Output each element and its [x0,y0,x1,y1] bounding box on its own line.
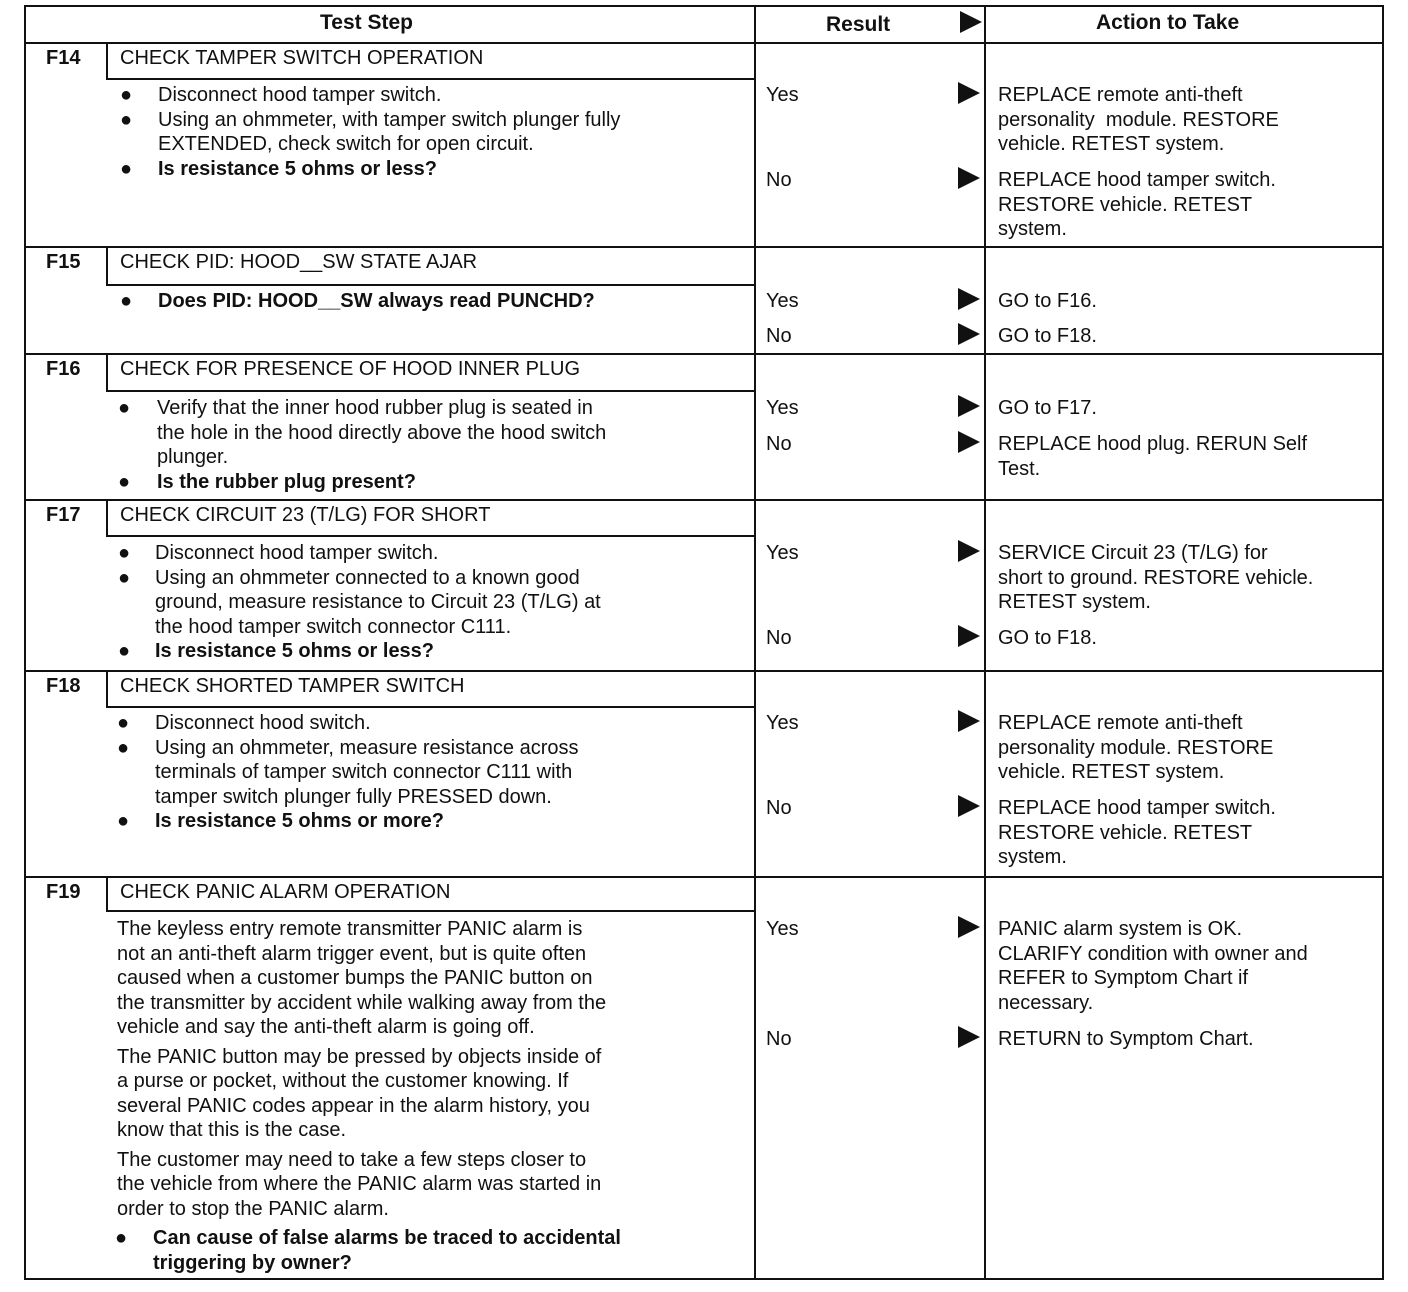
step-id: F17 [46,504,81,526]
bullet-text: Does PID: HOOD__SW always read PUNCHD? [158,290,595,312]
bullet-icon: ● [118,397,131,419]
bullet-icon: ● [118,470,131,493]
paragraph-text: The keyless entry remote transmitter PANIC alarm is not an anti-theft alarm trigger event, but is quite often caused when a customer bumps the PANIC button on the transmitter by accident while walking away from the vehicle and say the anti-theft alarm is going off. [117,918,607,1038]
step-id: F19 [46,881,81,903]
action-text: RETURN to Symptom Chart. [998,1028,1254,1050]
result-yes: Yes [766,542,799,564]
result-no: No [766,1028,792,1050]
action-text: SERVICE Circuit 23 (T/LG) for short to ground. RESTORE vehicle. RETEST system. [998,542,1314,613]
step-title: CHECK SHORTED TAMPER SWITCH [120,675,465,697]
bullet-icon: ● [117,810,130,832]
step-title: CHECK PANIC ALARM OPERATION [120,881,451,903]
arrow-right-icon [958,323,980,345]
action-text: PANIC alarm system is OK. CLARIFY condition with owner and REFER to Symptom Chart if necessary. [998,918,1308,1014]
arrow-right-icon [958,1026,980,1048]
bullet-text: Can cause of false alarms be traced to accidental triggering by owner? [153,1227,621,1274]
step-title-underline [106,535,754,537]
header-bottom-border [24,42,1382,44]
result-yes: Yes [766,397,799,419]
result-yes: Yes [766,84,799,106]
step-id-divider [106,876,108,910]
table-top-border [24,5,1382,7]
step-title-underline [106,284,754,286]
step-row-border [24,876,1382,878]
bullet-icon: ● [115,1227,128,1249]
table-right-border [1382,5,1384,1280]
arrow-right-icon [958,82,980,104]
table-left-border [24,5,26,1280]
bullet-text: Verify that the inner hood rubber plug is seated in the hole in the hood directly above the hood switch plunger. [157,397,607,468]
result-yes: Yes [766,290,799,312]
bullet-icon: ● [118,566,131,589]
step-row-border [24,670,1382,672]
step-id-divider [106,353,108,390]
step-id: F18 [46,675,81,697]
action-text: GO to F18. [998,627,1097,649]
header-arrow-icon [960,11,982,33]
arrow-right-icon [958,540,980,562]
step-id-divider [106,42,108,78]
step-title-underline [106,390,754,392]
step-title: CHECK PID: HOOD__SW STATE AJAR [120,251,478,273]
bullet-text: Is the rubber plug present? [157,470,416,493]
action-text: GO to F18. [998,325,1097,347]
bullet-text: Is resistance 5 ohms or more? [155,810,445,832]
arrow-right-icon [958,431,980,453]
step-title-underline [106,78,754,80]
result-no: No [766,325,792,347]
arrow-right-icon [958,625,980,647]
bullet-text: Using an ohmmeter, measure resistance across terminals of tamper switch connector C111 with tamper switch plunger fully PRESSED down. [155,736,579,808]
step-row-border [24,353,1382,355]
action-text: REPLACE hood tamper switch. RESTORE vehicle. RETEST system. [998,169,1276,240]
result-no: No [766,797,792,819]
arrow-right-icon [958,288,980,310]
result-no: No [766,433,792,455]
bullet-icon: ● [120,108,133,131]
result-yes: Yes [766,918,799,940]
result-no: No [766,169,792,191]
arrow-right-icon [958,167,980,189]
action-text: REPLACE remote anti-theft personality module. RESTORE vehicle. RETEST system. [998,84,1279,155]
arrow-right-icon [958,395,980,417]
bullet-icon: ● [120,157,133,180]
bullet-icon: ● [117,712,130,734]
bullet-icon: ● [118,640,131,662]
action-text: REPLACE hood plug. RERUN Self Test. [998,433,1308,480]
step-id-divider [106,246,108,284]
step-title-underline [106,706,754,708]
step-title: CHECK TAMPER SWITCH OPERATION [120,47,484,69]
step-id-divider [106,670,108,706]
bullet-icon: ● [120,84,133,106]
result-no: No [766,627,792,649]
arrow-right-icon [958,710,980,732]
step-row-border [24,1278,1382,1280]
bullet-icon: ● [118,542,131,564]
step-id: F15 [46,251,81,273]
bullet-text: Using an ohmmeter connected to a known good ground, measure resistance to Circuit 23 (T/LG) at the hood tamper switch connector C111. [155,566,601,638]
step-title: CHECK FOR PRESENCE OF HOOD INNER PLUG [120,358,581,380]
step-title-underline [106,910,754,912]
header-result: Result [826,13,891,36]
result-yes: Yes [766,712,799,734]
bullet-icon: ● [120,290,133,312]
arrow-right-icon [958,916,980,938]
result-column-border [754,5,756,1280]
action-text: GO to F16. [998,290,1097,312]
action-text: REPLACE remote anti-theft personality module. RESTORE vehicle. RETEST system. [998,712,1274,783]
step-id-divider [106,499,108,535]
bullet-text: Is resistance 5 ohms or less? [158,157,438,180]
arrow-right-icon [958,795,980,817]
header-test-step: Test Step [320,11,413,34]
step-row-border [24,246,1382,248]
header-action: Action to Take [1096,11,1240,34]
paragraph-text: The PANIC button may be pressed by objects inside of a purse or pocket, without the customer knowing. If several PANIC codes appear in the alarm history, you know that this is the case. [117,1045,602,1141]
bullet-text: Disconnect hood tamper switch. [158,84,442,106]
action-text: GO to F17. [998,397,1097,419]
step-title: CHECK CIRCUIT 23 (T/LG) FOR SHORT [120,504,491,526]
step-id: F14 [46,47,81,69]
bullet-icon: ● [117,736,130,759]
step-id: F16 [46,358,81,380]
action-column-border [984,5,986,1280]
action-text: REPLACE hood tamper switch. RESTORE vehicle. RETEST system. [998,797,1276,868]
bullet-text: Disconnect hood switch. [155,712,371,734]
bullet-text: Disconnect hood tamper switch. [155,542,439,564]
paragraph-text: The customer may need to take a few steps closer to the vehicle from where the PANIC alarm was started in order to stop the PANIC alarm. [117,1148,602,1220]
step-row-border [24,499,1382,501]
bullet-text: Is resistance 5 ohms or less? [155,640,435,662]
bullet-text: Using an ohmmeter, with tamper switch plunger fully EXTENDED, check switch for open circuit. [158,108,621,155]
